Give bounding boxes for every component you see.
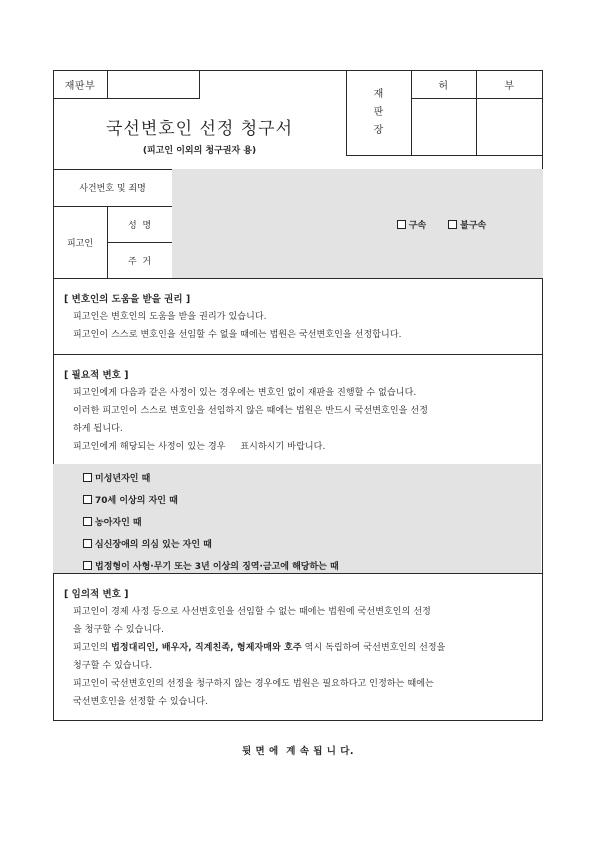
section-optional-line-1: 피고인이 경제 사정 등으로 사선변호인을 선임할 수 없는 때에는 법원에 국선변호인의 선정: [73, 607, 431, 617]
section-right-line-2: 피고인이 스스로 변호인을 선임할 수 없을 때에는 법원은 국선변호인을 선정합니다.: [73, 330, 402, 340]
court-label-cell: [53, 70, 108, 99]
reject-label: 부: [504, 80, 515, 92]
option-serious-offense[interactable]: [83, 559, 339, 572]
option-elderly-checkbox[interactable]: [83, 495, 92, 504]
form-title: [53, 113, 346, 139]
detained-checkbox[interactable]: [397, 220, 406, 229]
section-right-line-1: 피고인은 변호인의 도움을 받을 권리가 있습니다.: [73, 312, 267, 322]
option-serious-offense-label: 법정형이 사형·무기 또는 3년 이상의 징역·금고에 해당하는 때: [95, 562, 339, 572]
approve-label: 허: [438, 80, 449, 92]
section-right-heading: [ 변호인의 도움을 받을 권리 ]: [64, 294, 191, 305]
option-minor-label: 미성년자인 때: [95, 474, 151, 484]
option-serious-offense-checkbox[interactable]: [83, 561, 92, 570]
name-label: 성 명: [127, 220, 152, 231]
not-detained-label: 불구속: [460, 220, 487, 231]
section-right-to-counsel: [53, 278, 543, 355]
judge-char-2: 판: [373, 107, 384, 118]
address-label: 주 거: [127, 256, 152, 267]
judge-label-cell: [346, 70, 412, 156]
case-input[interactable]: [172, 169, 543, 207]
section-required-line-1: 피고인에게 다음과 같은 사정이 있는 경우에는 변호인 없이 재판을 진행할 수 없습니다.: [73, 388, 417, 398]
section-optional-line-3-bold: 법정대리인, 배우자, 직계친족, 형제자매와 호주: [111, 643, 302, 653]
form-subtitle: [53, 141, 346, 157]
section-optional-line-3-pre: 피고인의: [73, 643, 112, 653]
form-title-text: 국선변호인 선정 청구서: [105, 118, 294, 139]
section-required-line-4: 피고인에게 해당되는 사정이 있는 경우 표시하시기 바랍니다.: [73, 442, 326, 452]
option-elderly[interactable]: [83, 493, 178, 506]
case-label: 사건번호 및 죄명: [79, 184, 146, 194]
section-optional-defense: [53, 573, 543, 721]
section-required-line-2: 이러한 피고인이 스스로 변호인을 선임하지 않은 때에는 법원은 반드시 국선변호인을 선정: [73, 406, 428, 416]
continue-notice-text: 뒷 면 에 계 속 됩 니 다.: [242, 746, 354, 757]
detained-option[interactable]: [397, 218, 426, 231]
case-label-cell: [53, 169, 173, 207]
address-label-cell: [107, 242, 173, 279]
approve-label-cell: [411, 70, 477, 99]
not-detained-checkbox[interactable]: [448, 220, 457, 229]
court-label: 재판부: [64, 80, 96, 92]
option-mental[interactable]: [83, 537, 212, 550]
address-input[interactable]: [172, 242, 543, 279]
option-minor[interactable]: [83, 471, 150, 484]
section-optional-line-5: 피고인이 국선변호인의 선정을 청구하지 않는 경우에도 법원은 필요하다고 인정하는 때에는: [73, 679, 434, 689]
judge-char-3: 장: [373, 125, 384, 136]
not-detained-option[interactable]: [448, 218, 486, 231]
court-input-cell[interactable]: [107, 70, 200, 99]
judge-char-1: 재: [373, 89, 384, 100]
section-optional-line-3-post: 역시 독립하여 국선변호인의 선정을: [301, 643, 446, 653]
defendant-label: 피고인: [66, 238, 94, 249]
section-optional-line-6: 국선변호인을 선정할 수 있습니다.: [73, 697, 208, 707]
option-deaf-mute-label: 농아자인 때: [95, 518, 142, 528]
option-deaf-mute-checkbox[interactable]: [83, 517, 92, 526]
detention-status-cell: [340, 206, 543, 243]
section-optional-heading: [ 임의적 변호 ]: [64, 589, 129, 600]
required-options-panel: [53, 464, 541, 573]
section-optional-line-2: 을 청구할 수 있습니다.: [73, 625, 164, 635]
defendant-label-cell: [53, 206, 108, 279]
section-required-line-3: 하게 됩니다.: [73, 424, 123, 434]
approve-sign-cell[interactable]: [411, 98, 477, 156]
reject-label-cell: [476, 70, 543, 99]
reject-sign-cell[interactable]: [476, 98, 543, 156]
name-input[interactable]: [172, 206, 341, 243]
section-optional-line-4: 청구할 수 있습니다.: [73, 661, 153, 671]
continue-notice: [53, 742, 543, 758]
section-required-heading: [ 필요적 변호 ]: [64, 370, 129, 381]
option-elderly-label: 70세 이상의 자인 때: [95, 496, 178, 506]
option-deaf-mute[interactable]: [83, 515, 142, 528]
detained-label: 구속: [408, 220, 427, 231]
name-label-cell: [107, 206, 173, 243]
option-mental-label: 심신장애의 의심 있는 자인 때: [95, 540, 212, 550]
header-divider: [53, 156, 543, 170]
section-optional-line-3: [73, 639, 445, 657]
option-minor-checkbox[interactable]: [83, 473, 92, 482]
section-required-defense: [53, 354, 543, 574]
option-mental-checkbox[interactable]: [83, 539, 92, 548]
form-subtitle-text: (피고인 이외의 청구권자 용): [142, 145, 257, 156]
